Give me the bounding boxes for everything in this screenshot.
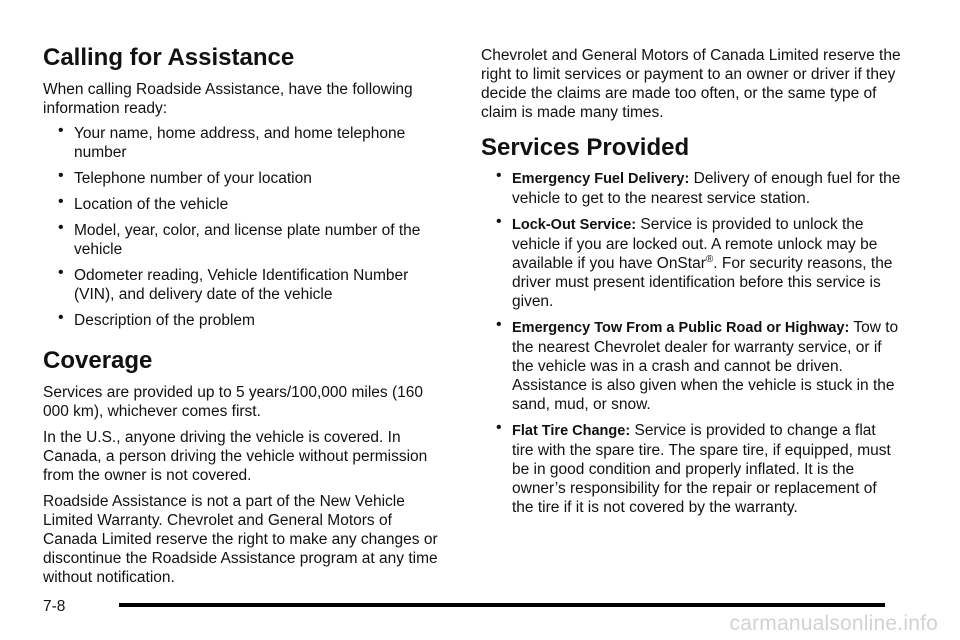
coverage-paragraph: In the U.S., anyone driving the vehicle is covered. In Canada, a person driving the vehicle without permission from the owner is not covered. xyxy=(43,429,428,484)
registered-mark: ® xyxy=(705,253,714,265)
service-item-flat-tire xyxy=(481,421,901,517)
calling-intro: When calling Roadside Assistance, have the following information ready: xyxy=(43,81,413,117)
service-description: Service is provided to change a flat tire with the spare tire. The spare tire, if equipped, must be in good condition and properly inflated. It is the owner’s responsibility for the repair or replacement of the tire if it is not covered by the warranty. xyxy=(512,422,891,516)
coverage-paragraph: Services are provided up to 5 years/100,000 miles (160 000 km), whichever comes first. xyxy=(43,384,423,420)
list-item: • Your name, home address, and home telephone number xyxy=(43,124,448,162)
service-description: Tow to the nearest Chevrolet dealer for warranty service, or if the vehicle was in a crash and cannot be driven. Assistance is also given when the vehicle is stuck in the sand, mud, or snow. xyxy=(512,319,899,413)
coverage-paragraph: Roadside Assistance is not a part of the New Vehicle Limited Warranty. Chevrolet and General Motors of Canada Limited reserve the right to make any changes or discontinue the Roadside Assistance program at any time without notification. xyxy=(43,493,438,586)
list-item: • Location of the vehicle xyxy=(43,195,448,214)
list-item: • Model, year, color, and license plate number of the vehicle xyxy=(43,221,448,259)
service-term: Lock-Out Service: xyxy=(512,217,637,233)
service-description: Delivery of enough fuel for the vehicle to get to the nearest service station. xyxy=(512,170,901,207)
service-description: Service is provided to unlock the vehicle if you are locked out. A remote unlock may be available if you have OnStar xyxy=(512,216,878,272)
service-term: Emergency Fuel Delivery: xyxy=(512,171,690,187)
service-item-tow xyxy=(481,318,901,414)
left-column xyxy=(43,0,448,587)
service-term: Emergency Tow From a Public Road or Highway: xyxy=(512,320,850,336)
list-item: • Description of the problem xyxy=(43,311,448,330)
continuation-paragraph: Chevrolet and General Motors of Canada Limited reserve the right to limit services or payment to an owner or driver if they decide the claims are made too often, or the same type of claim is made many times. xyxy=(481,47,901,121)
services-heading: Services Provided xyxy=(481,134,690,161)
watermark: carmanualsonline.info xyxy=(729,612,938,635)
list-item: • Odometer reading, Vehicle Identification Number (VIN), and delivery date of the vehicle xyxy=(43,266,448,304)
list-item: • Telephone number of your location xyxy=(43,169,448,188)
page-number: 7-8 xyxy=(43,598,66,615)
service-term: Flat Tire Change: xyxy=(512,423,631,439)
services-list xyxy=(481,169,901,517)
coverage-heading: Coverage xyxy=(43,347,153,374)
information-list xyxy=(43,124,448,330)
service-item-fuel xyxy=(481,169,901,208)
right-column xyxy=(481,0,901,517)
footer-rule xyxy=(119,603,885,607)
service-item-lockout xyxy=(481,215,901,311)
calling-heading: Calling for Assistance xyxy=(43,44,295,71)
service-description-continued: . For security reasons, the driver must present identification before this service is given. xyxy=(512,255,893,310)
